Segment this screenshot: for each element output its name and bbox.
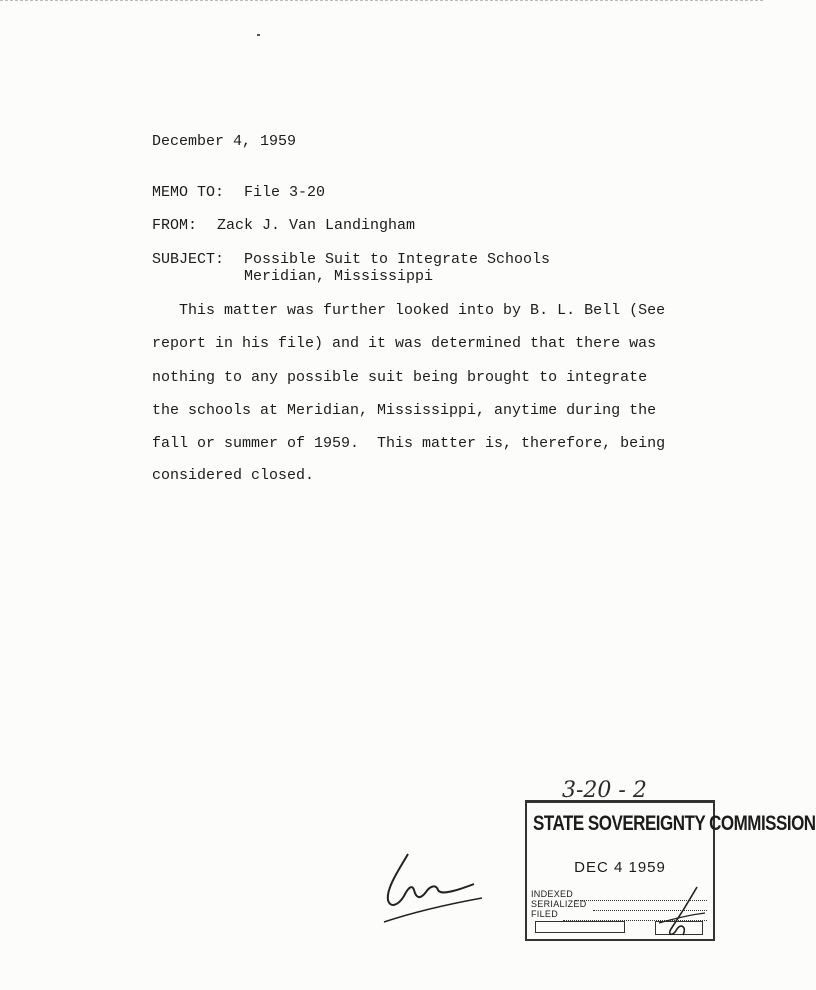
subject-line-2: Meridian, Mississippi: [244, 268, 434, 285]
body-line: fall or summer of 1959. This matter is, therefore, being: [152, 435, 666, 452]
top-edge-rule: [0, 0, 763, 1]
memo-date: December 4, 1959: [152, 133, 297, 150]
handwritten-file-reference: 3-20 - 2: [562, 778, 647, 803]
stamp-serialized: SERIALIZED: [531, 899, 587, 909]
from-label: FROM:: [152, 217, 198, 234]
body-line: report in his file) and it was determined that there was: [152, 335, 657, 352]
commission-stamp: [525, 800, 816, 941]
body-line: This matter was further looked into by B. L. Bell (See: [152, 302, 666, 319]
stamp-indexed: INDEXED: [531, 889, 574, 899]
subject-label: SUBJECT:: [152, 251, 225, 268]
body-line: nothing to any possible suit being brought to integrate: [152, 369, 648, 386]
from-value: Zack J. Van Landingham: [217, 217, 416, 234]
handwritten-initials: [378, 848, 488, 928]
subject-line-1: Possible Suit to Integrate Schools: [244, 251, 551, 268]
stamp-title: STATE SOVEREIGNTY COMMISSION: [533, 811, 816, 835]
body-line: considered closed.: [152, 467, 315, 484]
stamp-date: DEC 4 1959: [574, 859, 666, 876]
memo-to-value: File 3-20: [244, 184, 326, 201]
paper-speck: [257, 34, 260, 36]
memo-to-label: MEMO TO:: [152, 184, 225, 201]
body-line: the schools at Meridian, Mississippi, anytime during the: [152, 402, 657, 419]
stamp-box: [535, 921, 625, 933]
stamp-check-mark: [653, 883, 709, 943]
stamp-filed: FILED: [531, 909, 559, 919]
